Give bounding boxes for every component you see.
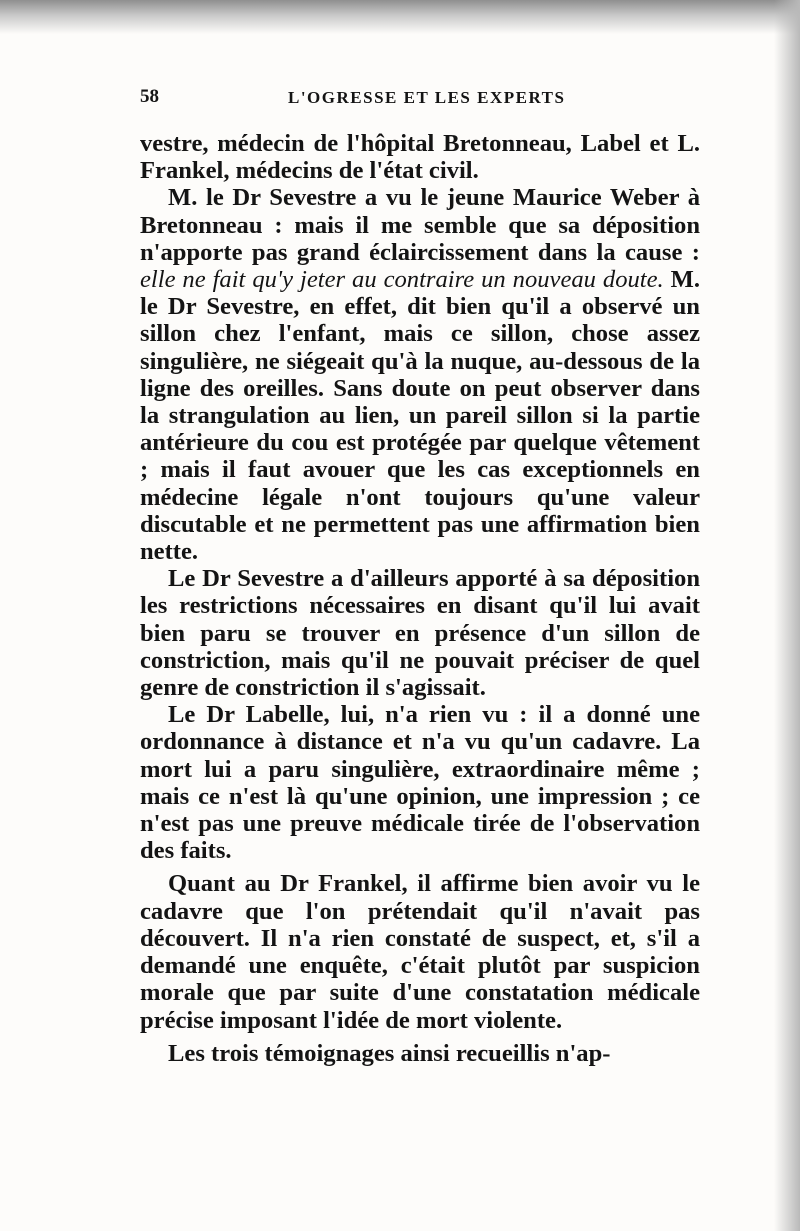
page-number: 58 — [140, 86, 159, 107]
paragraph-4 — [140, 701, 700, 864]
scan-shadow-right — [774, 0, 800, 1231]
paragraph-4-text: Le Dr Labelle, lui, n'a rien vu : il a donné une ordonnance à distance et n'a vu qu'un cadavre. La mort lui a paru singulière, extraordinaire même ; mais ce n'est là qu'une opinion, une impression ; ce n'est pas une preuve médicale tirée de l'observation des faits. — [140, 701, 700, 865]
paragraph-2 — [140, 184, 700, 565]
paragraph-1-text: vestre, médecin de l'hôpital Bretonneau, Label et L. Frankel, médecins de l'état civil. — [140, 130, 700, 185]
paragraph-6-text: Les trois témoignages ainsi recueillis n'ap- — [168, 1039, 611, 1067]
paragraph-6 — [140, 1040, 700, 1067]
paragraph-5-text: Quant au Dr Frankel, il affirme bien avoir vu le cadavre que l'on prétendait qu'il n'avait pas découvert. Il n'a rien constaté de suspect, et, s'il a demandé une enquête, c'était plutôt par suspicion morale que par suite d'une constatation médicale précise imposant l'idée de mort violente. — [140, 870, 700, 1034]
book-page — [140, 86, 700, 1067]
paragraph-5 — [140, 870, 700, 1033]
running-header — [140, 86, 700, 116]
running-title: L'OGRESSE ET LES EXPERTS — [288, 88, 566, 107]
paragraph-2-text-a: M. le Dr Sevestre a vu le jeune Maurice Weber à Bretonneau : mais il me semble que sa déposition n'apporte pas grand éclaircissement dans la cause : — [140, 184, 700, 266]
paragraph-1 — [140, 130, 700, 184]
scan-shadow-top — [0, 0, 800, 34]
body-text — [140, 130, 700, 1067]
paragraph-2-italic: elle ne fait qu'y jeter au contraire un nouveau doute. — [140, 266, 664, 294]
paragraph-3 — [140, 565, 700, 701]
paragraph-3-text: Le Dr Sevestre a d'ailleurs apporté à sa déposition les restrictions nécessaires en disant qu'il lui avait bien paru se trouver en présence d'un sillon de constriction, mais qu'il ne pouvait préciser de quel genre de constriction il s'agissait. — [140, 565, 700, 702]
paragraph-2-text-b: M. le Dr Sevestre, en effet, dit bien qu'il a observé un sillon chez l'enfant, mais ce sillon, chose assez singulière, ne siégeait qu'à la nuque, au-dessous de la ligne des oreilles. Sans doute on peut observer dans la strangulation au lien, un pareil sillon si la partie antérieure du cou est protégée par quelque vêtement ; mais il faut avouer que les cas exceptionnels en médecine légale n'ont toujours qu'une valeur discutable et ne permettent pas une affirmation bien nette. — [140, 266, 701, 566]
